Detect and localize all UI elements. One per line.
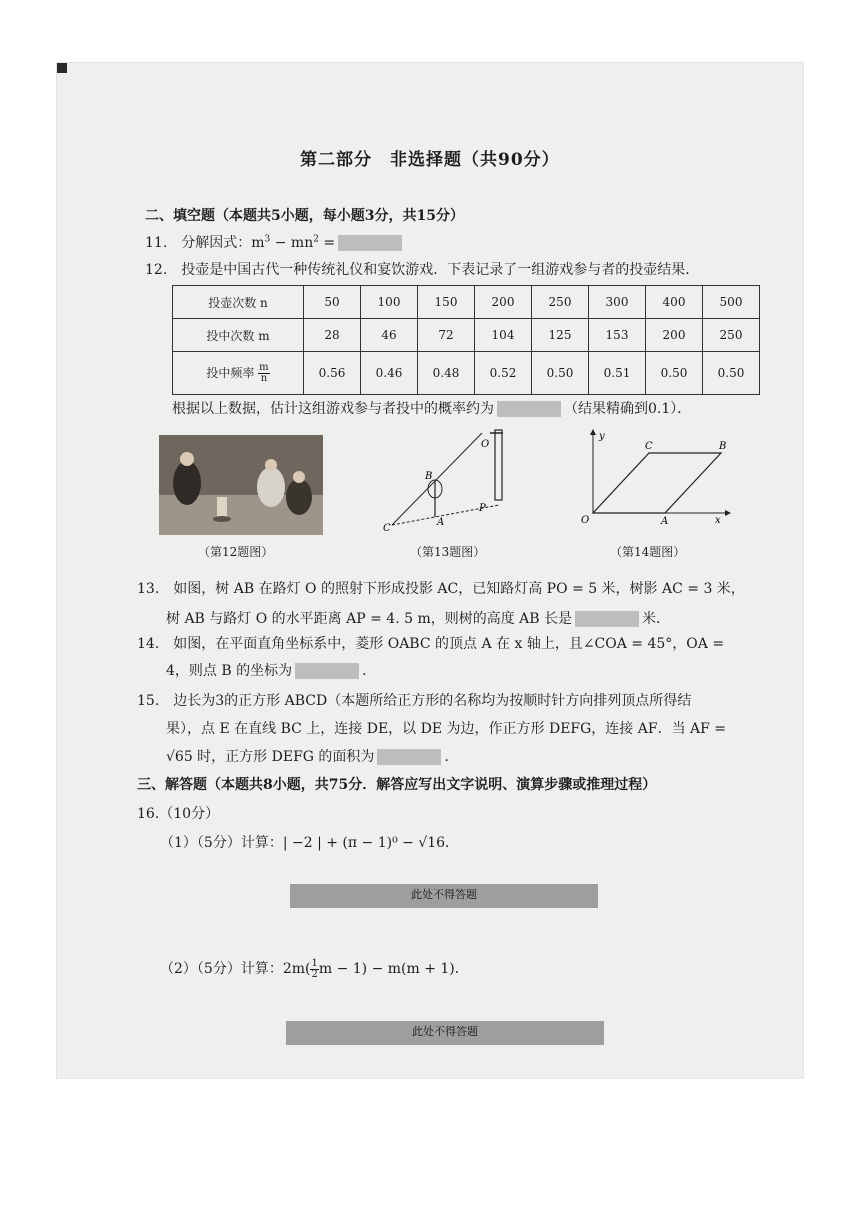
question-16-head: 16.（10分） xyxy=(137,806,220,822)
row-label: 投壶次数 n xyxy=(173,286,304,319)
caption-fig13: （第13题图） xyxy=(410,545,486,559)
answer-blank-13[interactable] xyxy=(575,611,639,627)
rhombus-OABC xyxy=(593,453,721,513)
table-cell: 300 xyxy=(589,286,646,319)
question-11 xyxy=(145,232,405,252)
table-cell: 250 xyxy=(532,286,589,319)
table-cell: 72 xyxy=(418,319,475,352)
touhu-photo xyxy=(159,435,323,535)
freq-den: n xyxy=(260,372,268,384)
half-fraction xyxy=(310,959,318,980)
figure-13 xyxy=(375,425,520,540)
q12-after-post: （结果精确到0.1）． xyxy=(564,401,692,417)
answer-blank-12[interactable] xyxy=(497,401,561,417)
q14-l2-post: ． xyxy=(362,663,377,679)
table-cell: 50 xyxy=(304,286,361,319)
x-axis-arrow xyxy=(725,510,731,516)
table-cell: 0.51 xyxy=(589,352,646,395)
q15-l3-pre: √65 时，正方形 DEFG 的面积为 xyxy=(166,749,375,765)
question-15-line3 xyxy=(166,746,458,766)
table-row xyxy=(173,352,760,395)
q11-exp: 3 xyxy=(264,234,271,245)
table-cell: 0.50 xyxy=(532,352,589,395)
table-cell: 0.50 xyxy=(646,352,703,395)
table-cell: 0.46 xyxy=(361,352,418,395)
q12-after-pre: 根据以上数据，估计这组游戏参与者投中的概率约为 xyxy=(172,401,494,417)
table-row xyxy=(173,286,760,319)
table-cell: 150 xyxy=(418,286,475,319)
section-answer-heading: 三、解答题（本题共8小题，共75分．解答应写出文字说明、演算步骤或推理过程） xyxy=(137,777,657,793)
freq-num: m xyxy=(259,361,269,373)
caption-fig12: （第12题图） xyxy=(198,545,274,559)
fig13-label-B: B xyxy=(425,471,433,482)
no-answer-zone-1: 此处不得答题 xyxy=(290,884,598,908)
half-den: 2 xyxy=(311,968,318,980)
question-16-part2 xyxy=(160,958,469,980)
half-num: 1 xyxy=(311,957,318,969)
table-cell: 104 xyxy=(475,319,532,352)
fig14-label-B: B xyxy=(719,441,727,452)
q13-l2-post: 米． xyxy=(642,611,671,627)
question-13-line2 xyxy=(166,608,670,628)
table-cell: 0.52 xyxy=(475,352,532,395)
table-cell: 0.50 xyxy=(703,352,760,395)
q11-post: = xyxy=(318,235,336,251)
table-row xyxy=(173,319,760,352)
answer-blank-14[interactable] xyxy=(295,663,359,679)
no-answer-zone-2: 此处不得答题 xyxy=(286,1021,604,1045)
freq-label: 投中频率 xyxy=(206,365,255,380)
table-cell: 0.48 xyxy=(418,352,475,395)
question-14-line1: 14. 如图，在平面直角坐标系中，菱形 OABC 的顶点 A 在 x 轴上，且∠COA = 45°，OA = xyxy=(137,636,725,652)
fig13-label-A: A xyxy=(437,517,445,528)
fig14-label-O: O xyxy=(581,515,590,525)
sheet-corner-mark xyxy=(57,63,67,73)
freq-fraction xyxy=(258,363,269,384)
table-cell: 400 xyxy=(646,286,703,319)
q14-l2-pre: 4，则点 B 的坐标为 xyxy=(166,663,293,679)
row-label xyxy=(173,352,304,395)
question-15-line2: 果），点 E 在直线 BC 上，连接 DE，以 DE 为边，作正方形 DEFG，连接 AF．当 AF = xyxy=(166,721,727,737)
figure-14 xyxy=(575,425,735,525)
fig14-label-y: y xyxy=(599,431,605,442)
y-axis-arrow xyxy=(590,429,596,435)
row-label: 投中次数 m xyxy=(173,319,304,352)
fig13-label-C: C xyxy=(383,523,391,534)
touhu-photo-art xyxy=(159,435,323,535)
table-cell: 28 xyxy=(304,319,361,352)
table-cell: 100 xyxy=(361,286,418,319)
answer-blank-15[interactable] xyxy=(377,749,441,765)
question-16-part1: （1）（5分）计算：| −2 | + (π − 1)⁰ − √16． xyxy=(160,835,460,851)
question-13-line1: 13. 如图，树 AB 在路灯 O 的照射下形成投影 AC，已知路灯高 PO = 5 米，树影 AC = 3 米， xyxy=(137,581,745,597)
table-cell: 250 xyxy=(703,319,760,352)
q11-exp2: 2 xyxy=(313,234,319,245)
answer-blank-11[interactable] xyxy=(338,235,402,251)
fig14-label-x: x xyxy=(715,515,721,525)
question-15-line1: 15. 边长为3的正方形 ABCD（本题所给正方形的名称均为按顺时针方向排列顶点所得结 xyxy=(137,693,692,709)
fig13-label-O: O xyxy=(481,439,490,450)
table-cell: 125 xyxy=(532,319,589,352)
table-cell: 153 xyxy=(589,319,646,352)
fig14-label-C: C xyxy=(645,441,653,452)
fig14-label-A: A xyxy=(661,516,669,525)
question-12-followup xyxy=(172,398,691,418)
throw-results-table xyxy=(172,285,760,395)
table-cell: 0.56 xyxy=(304,352,361,395)
q11-mid: − mn xyxy=(270,235,314,251)
table-cell: 200 xyxy=(475,286,532,319)
q15-l3-post: ． xyxy=(444,749,459,765)
table-cell: 500 xyxy=(703,286,760,319)
caption-fig14: （第14题图） xyxy=(610,545,686,559)
page-title: 第二部分 非选择题（共90分） xyxy=(300,150,560,170)
q16-p2-pre: （2）（5分）计算：2m( xyxy=(160,961,311,977)
question-14-line2 xyxy=(166,660,376,680)
fig13-label-P: P xyxy=(479,503,486,514)
table-cell: 46 xyxy=(361,319,418,352)
q13-l2-pre: 树 AB 与路灯 O 的水平距离 AP = 4. 5 m，则树的高度 AB 长是 xyxy=(166,611,573,627)
section-fill-blank-heading: 二、填空题（本题共5小题，每小题3分，共15分） xyxy=(145,208,464,224)
q11-pre: 11. 分解因式：m xyxy=(145,235,265,251)
lamp-post xyxy=(495,430,502,500)
question-12: 12. 投壶是中国古代一种传统礼仪和宴饮游戏．下表记录了一组游戏参与者的投壶结果． xyxy=(145,262,700,278)
q16-p2-post: m − 1) − m(m + 1)． xyxy=(318,961,469,977)
table-cell: 200 xyxy=(646,319,703,352)
